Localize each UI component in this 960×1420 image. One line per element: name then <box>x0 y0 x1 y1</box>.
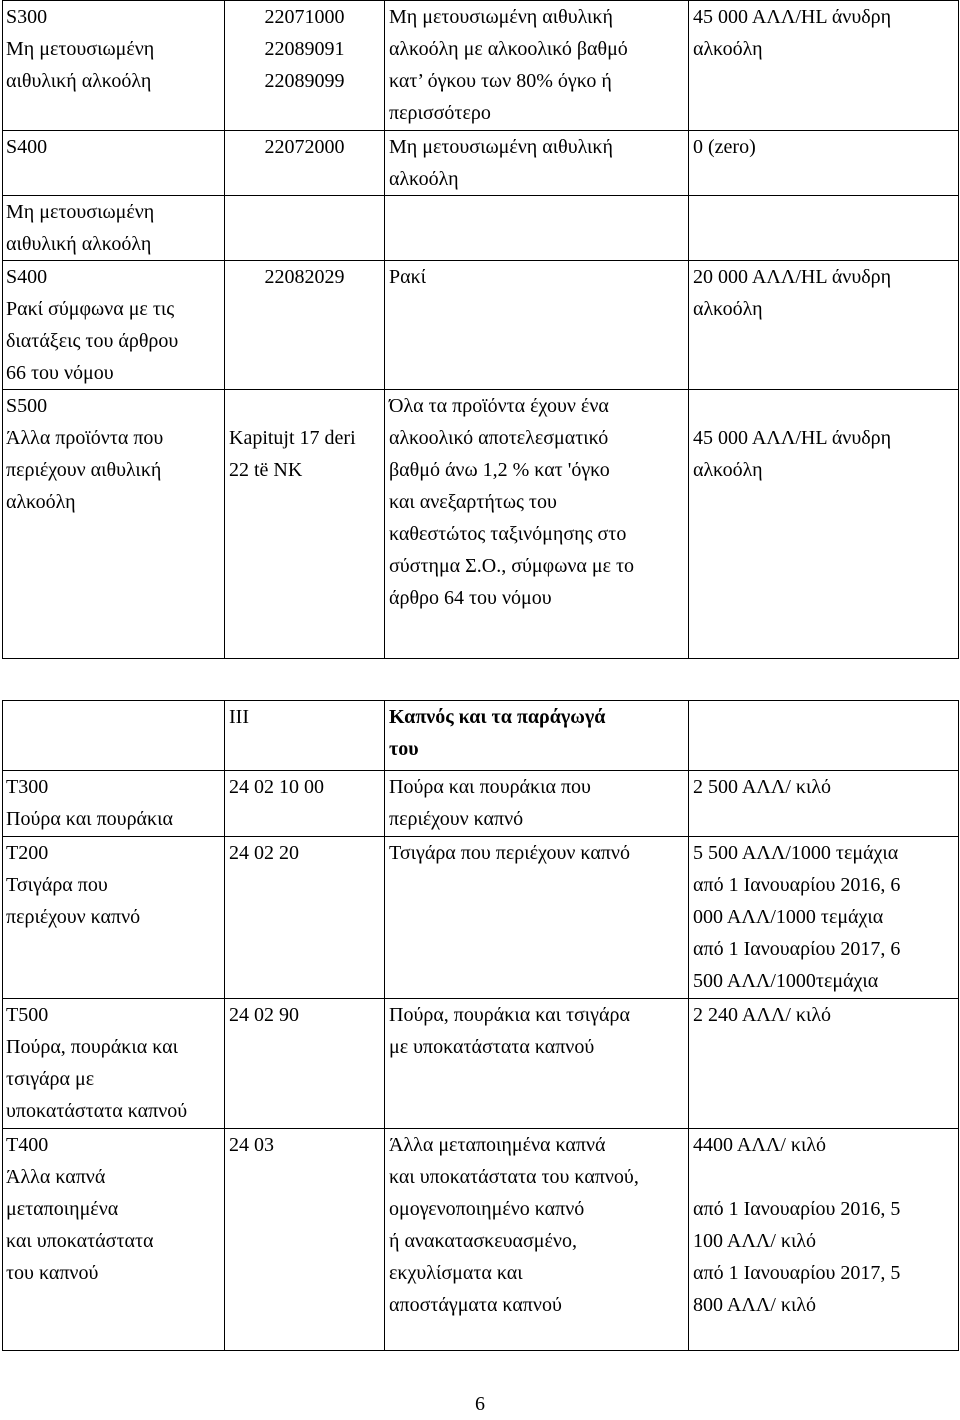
table-row <box>3 837 959 999</box>
rate-cell <box>689 196 959 261</box>
tobacco-excise-table <box>2 700 959 1351</box>
table-row <box>3 999 959 1129</box>
category-cell: T500 Πούρα, πουράκια και τσιγάρα με υποκατάστατα καπνού <box>3 999 225 1129</box>
page-number: 6 <box>475 1393 485 1415</box>
rate-cell: 2 240 ΑΛΛ/ κιλό <box>689 999 959 1129</box>
rate-cell: 20 000 ΑΛΛ/HL άνυδρη αλκοόλη <box>689 261 959 390</box>
code-cell: 24 02 20 <box>225 837 385 999</box>
description-cell: Πούρα, πουράκια και τσιγάρα με υποκατάστατα καπνού <box>385 999 689 1129</box>
table-row <box>3 390 959 659</box>
category-cell: Μη μετουσιωμένη αιθυλική αλκοόλη <box>3 196 225 261</box>
table-row <box>3 261 959 390</box>
description-cell: Άλλα μεταποιημένα καπνά και υποκατάστατα του καπνού, ομογενοποιημένο καπνό ή ανακατασκευασμένο, εκχυλίσματα και αποστάγματα καπνού <box>385 1129 689 1351</box>
alcohol-excise-table <box>2 0 959 659</box>
code-cell: 24 02 10 00 <box>225 771 385 837</box>
rate-cell: 4400 ΑΛΛ/ κιλό από 1 Ιανουαρίου 2016, 5 100 ΑΛΛ/ κιλό από 1 Ιανουαρίου 2017, 5 800 ΑΛΛ/ κιλό <box>689 1129 959 1351</box>
table-row <box>3 196 959 261</box>
code-cell: 24 03 <box>225 1129 385 1351</box>
category-cell: T400 Άλλα καπνά μεταποιημένα και υποκατάστατα του καπνού <box>3 1129 225 1351</box>
description-cell: Πούρα και πουράκια που περιέχουν καπνό <box>385 771 689 837</box>
description-cell <box>385 196 689 261</box>
category-cell: T200 Τσιγάρα που περιέχουν καπνό <box>3 837 225 999</box>
category-cell: S400 Ρακί σύμφωνα με τις διατάξεις του άρθρου 66 του νόμου <box>3 261 225 390</box>
rate-cell: 45 000 ΑΛΛ/HL άνυδρη αλκοόλη <box>689 1 959 131</box>
description-cell: Μη μετουσιωμένη αιθυλική αλκοόλη <box>385 131 689 196</box>
category-cell <box>3 701 225 771</box>
code-cell: Kapitujt 17 deri 22 të NK <box>225 390 385 659</box>
category-cell: S500 Άλλα προϊόντα που περιέχουν αιθυλική αλκοόλη <box>3 390 225 659</box>
rate-cell: 0 (zero) <box>689 131 959 196</box>
code-cell: 24 02 90 <box>225 999 385 1129</box>
code-cell: 22071000 22089091 22089099 <box>225 1 385 131</box>
category-cell: S300 Μη μετουσιωμένη αιθυλική αλκοόλη <box>3 1 225 131</box>
category-cell: S400 <box>3 131 225 196</box>
description-cell: Όλα τα προϊόντα έχουν ένα αλκοολικό αποτελεσματικό βαθμό άνω 1,2 % κατ 'όγκο και ανεξαρτήτως του καθεστώτος ταξινόμησης στο σύστημα Σ.Ο., σύμφωνα με το άρθρο 64 του νόμου <box>385 390 689 659</box>
description-cell: Τσιγάρα που περιέχουν καπνό <box>385 837 689 999</box>
code-cell: 22082029 <box>225 261 385 390</box>
description-cell: Μη μετουσιωμένη αιθυλική αλκοόλη με αλκοολικό βαθμό κατ’ όγκου των 80% όγκο ή περισσότερο <box>385 1 689 131</box>
table-row <box>3 1 959 131</box>
rate-cell: 2 500 ΑΛΛ/ κιλό <box>689 771 959 837</box>
table-row <box>3 771 959 837</box>
section-header-row <box>3 701 959 771</box>
description-cell: Ρακί <box>385 261 689 390</box>
rate-cell: 45 000 ΑΛΛ/HL άνυδρη αλκοόλη <box>689 390 959 659</box>
table-row <box>3 1129 959 1351</box>
section-title: Καπνός και τα παράγωγά του <box>385 701 689 771</box>
code-cell: 22072000 <box>225 131 385 196</box>
rate-cell: 5 500 ΑΛΛ/1000 τεμάχια από 1 Ιανουαρίου 2016, 6 000 ΑΛΛ/1000 τεμάχια από 1 Ιανουαρίου 2017, 6 500 ΑΛΛ/1000τεμάχια <box>689 837 959 999</box>
section-number: III <box>225 701 385 771</box>
code-cell <box>225 196 385 261</box>
rate-cell <box>689 701 959 771</box>
category-cell: T300 Πούρα και πουράκια <box>3 771 225 837</box>
table-row <box>3 131 959 196</box>
